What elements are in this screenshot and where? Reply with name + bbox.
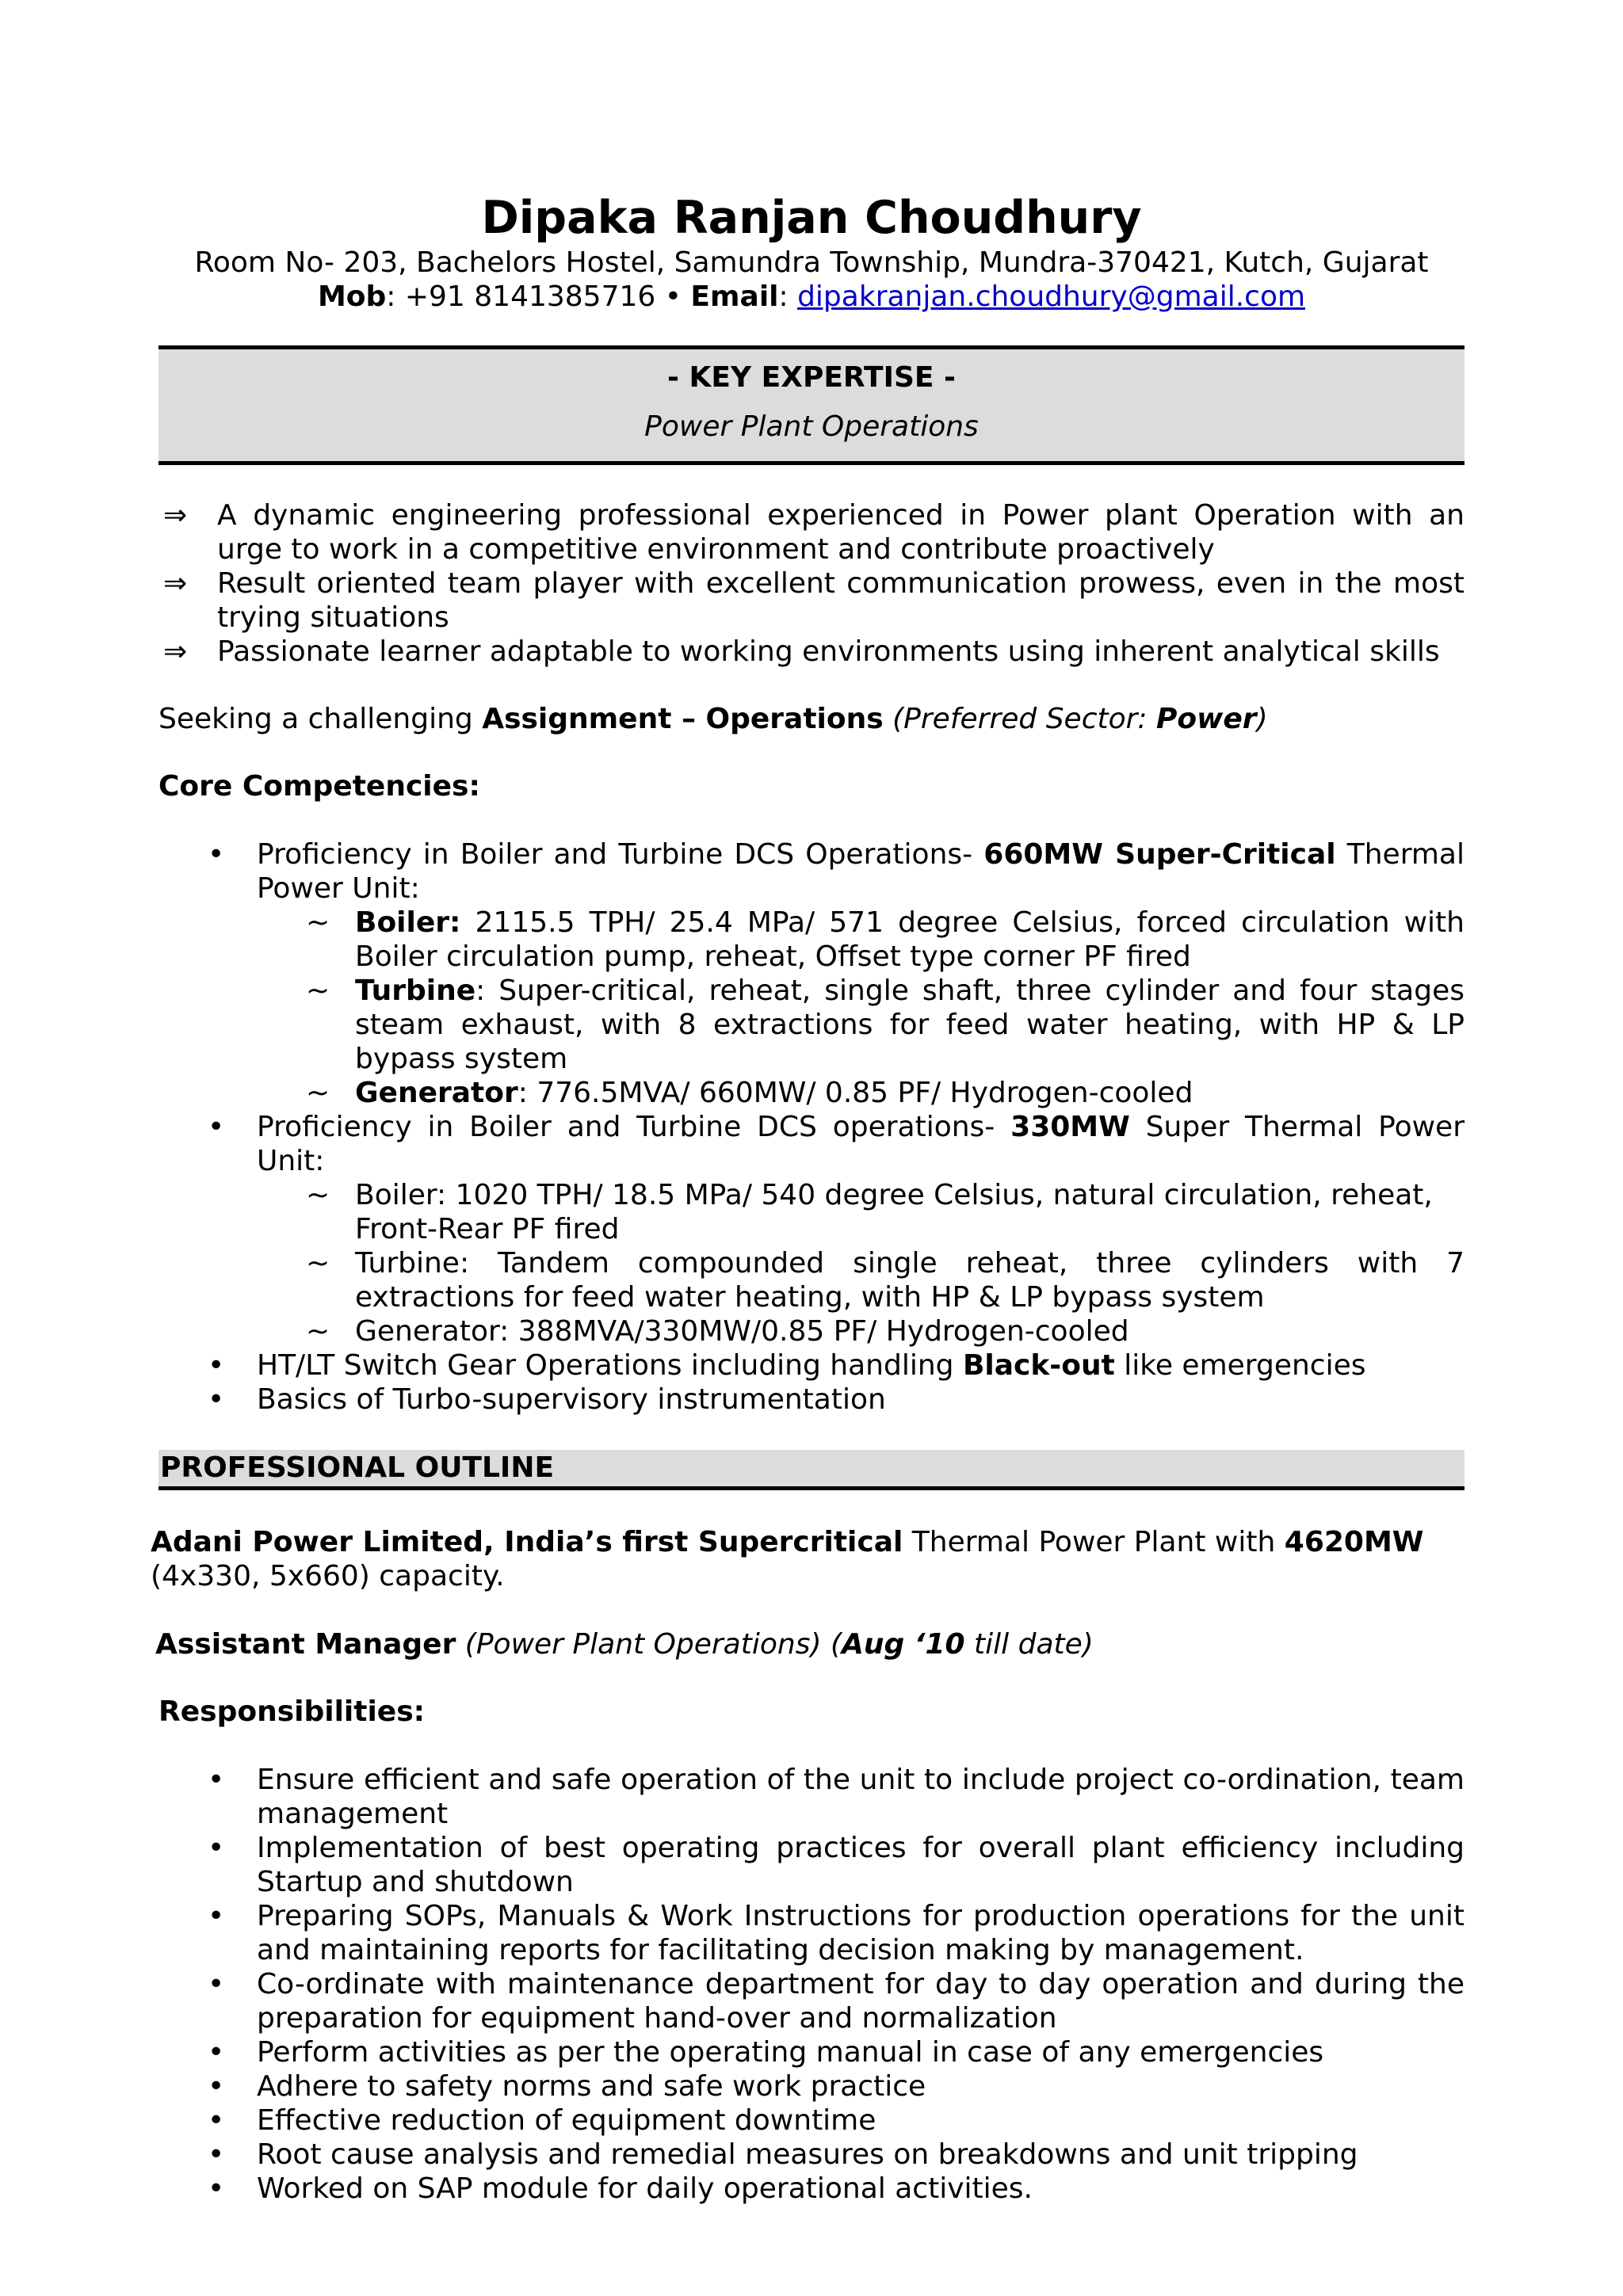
list-item: • Worked on SAP module for daily operational activities. — [208, 2172, 1033, 2205]
bullet-icon: • — [208, 2036, 225, 2069]
bullet-icon: • — [208, 2138, 225, 2171]
bullet-icon: • — [208, 1349, 225, 1382]
sub-list-item: ~ Turbine: Tandem compounded single reheat, three cylinders with 7 extractions for feed water heating, with HP & LP bypass system — [306, 1247, 1465, 1314]
resume-content — [151, 190, 1465, 2206]
bullet-icon: • — [208, 2104, 225, 2137]
list-item: • Effective reduction of equipment downtime — [208, 2104, 876, 2137]
tilde-icon: ~ — [306, 1247, 330, 1280]
tilde-icon: ~ — [306, 974, 330, 1007]
professional-outline-heading: PROFESSIONAL OUTLINE — [158, 1450, 1465, 1490]
key-expertise-box — [158, 345, 1465, 465]
bullet-icon: • — [208, 1383, 225, 1416]
summary-item: ⇒ Passionate learner adaptable to working environments using inherent analytical skills — [163, 635, 1440, 668]
bullet-icon: • — [208, 838, 225, 871]
tilde-icon: ~ — [306, 906, 330, 939]
sub-list-item: ~ Generator: 388MVA/330MW/0.85 PF/ Hydrogen-cooled — [306, 1315, 1129, 1348]
summary-list — [158, 498, 1465, 669]
list-item: • Perform activities as per the operating manual in case of any emergencies — [208, 2036, 1324, 2069]
bullet-icon: • — [208, 1764, 225, 1796]
sub-list-item: ~ Turbine: Super-critical, reheat, single shaft, three cylinder and four stages steam exhaust, with 8 extractions for feed water heating, with HP & LP bypass system — [306, 974, 1465, 1075]
core-competencies-list — [158, 837, 1465, 1417]
sub-list-item: ~ Boiler: 2115.5 TPH/ 25.4 MPa/ 571 degree Celsius, forced circulation with Boiler circulation pump, reheat, Offset type corner PF fired — [306, 906, 1465, 973]
address: Room No- 203, Bachelors Hostel, Samundra Township, Mundra-370421, Kutch, Gujarat — [194, 246, 1429, 279]
arrow-icon: ⇒ — [163, 635, 188, 668]
list-item: • HT/LT Switch Gear Operations including handling Black-out like emergencies — [208, 1349, 1366, 1382]
mob-label: Mob — [317, 280, 387, 313]
seeking-statement: Seeking a challenging Assignment – Operations (Preferred Sector: Power) — [158, 703, 1268, 735]
candidate-name: Dipaka Ranjan Choudhury — [481, 192, 1142, 244]
list-item: • Proficiency in Boiler and Turbine DCS operations- 330MW Super Thermal Power Unit: ~ Boiler: 1020 TPH/ 18.5 MPa/ 540 degree Celsius, natural circulation, reheat, Front-Rear PF fired ~ Turbine: Tandem compounded single reheat, three cylinders with 7 extractions for feed water heating, with HP & LP bypass system ~ Generator: 388MVA/330MW/0.85 PF/ Hydrogen-cooled — [208, 1111, 1465, 1348]
sub-list — [257, 1178, 1465, 1348]
sub-list — [257, 906, 1465, 1110]
role-line: Assistant Manager (Power Plant Operations) (Aug ‘10 till date) — [155, 1628, 1094, 1661]
core-competencies-heading: Core Competencies: — [158, 770, 480, 803]
email-separator: : — [778, 280, 798, 313]
bullet-icon: • — [208, 2070, 225, 2103]
bullet-icon: • — [208, 1832, 225, 1864]
summary-item: ⇒ A dynamic engineering professional experienced in Power plant Operation with an urge to work in a competitive environment and contribute proactively — [163, 499, 1465, 566]
sub-list-item: ~ Boiler: 1020 TPH/ 18.5 MPa/ 540 degree Celsius, natural circulation, reheat, Front-Rear PF fired — [306, 1179, 1433, 1245]
email-link[interactable]: dipakranjan.choudhury@gmail.com — [797, 280, 1306, 313]
tilde-icon: ~ — [306, 1179, 330, 1211]
responsibilities-list — [158, 1763, 1465, 2206]
list-item: • Ensure efficient and safe operation of the unit to include project co-ordination, team management — [208, 1764, 1465, 1830]
company-line: Adani Power Limited, India’s first Supercritical Thermal Power Plant with 4620MW (4x330, 5x660) capacity. — [151, 1526, 1424, 1592]
mob-value: : +91 8141385716 • — [386, 280, 691, 313]
bullet-icon: • — [208, 1900, 225, 1932]
bullet-icon: • — [208, 2172, 225, 2205]
key-expertise-title: - KEY EXPERTISE - — [667, 361, 956, 394]
list-item: • Preparing SOPs, Manuals & Work Instructions for production operations for the unit and maintaining reports for facilitating decision making by management. — [208, 1900, 1465, 1966]
tilde-icon: ~ — [306, 1077, 330, 1109]
list-item: • Proficiency in Boiler and Turbine DCS Operations- 660MW Super-Critical Thermal Power Unit: ~ Boiler: 2115.5 TPH/ 25.4 MPa/ 571 degree Celsius, forced circulation with Boiler circulation pump, reheat, Offset type corner PF fired ~ Turbine: Super-critical, reheat, single shaft, three cylinder and four stages steam exhaust, with 8 extractions for feed water heating, with HP & LP bypass system ~ Generator: 776.5MVA/ 660MW/ 0.85 PF/ Hydrogen-cooled — [208, 838, 1465, 1109]
bullet-icon: • — [208, 1968, 225, 2000]
summary-item: ⇒ Result oriented team player with excellent communication prowess, even in the most trying situations — [163, 567, 1465, 634]
sub-list-item: ~ Generator: 776.5MVA/ 660MW/ 0.85 PF/ Hydrogen-cooled — [306, 1077, 1193, 1109]
contact-line — [158, 280, 1465, 314]
bullet-icon: • — [208, 1111, 225, 1143]
arrow-icon: ⇒ — [163, 499, 188, 532]
email-label: Email — [690, 280, 779, 313]
arrow-icon: ⇒ — [163, 567, 188, 600]
list-item: • Root cause analysis and remedial measures on breakdowns and unit tripping — [208, 2138, 1358, 2171]
resume-header — [158, 190, 1465, 314]
list-item: • Co-ordinate with maintenance department for day to day operation and during the preparation for equipment hand-over and normalization — [208, 1968, 1465, 2035]
list-item: • Implementation of best operating practices for overall plant efficiency including Startup and shutdown — [208, 1832, 1465, 1898]
responsibilities-heading: Responsibilities: — [158, 1695, 426, 1728]
list-item: • Basics of Turbo-supervisory instrumentation — [208, 1383, 886, 1416]
list-item: • Adhere to safety norms and safe work practice — [208, 2070, 926, 2103]
key-expertise-subtitle: Power Plant Operations — [644, 410, 979, 443]
tilde-icon: ~ — [306, 1315, 330, 1348]
